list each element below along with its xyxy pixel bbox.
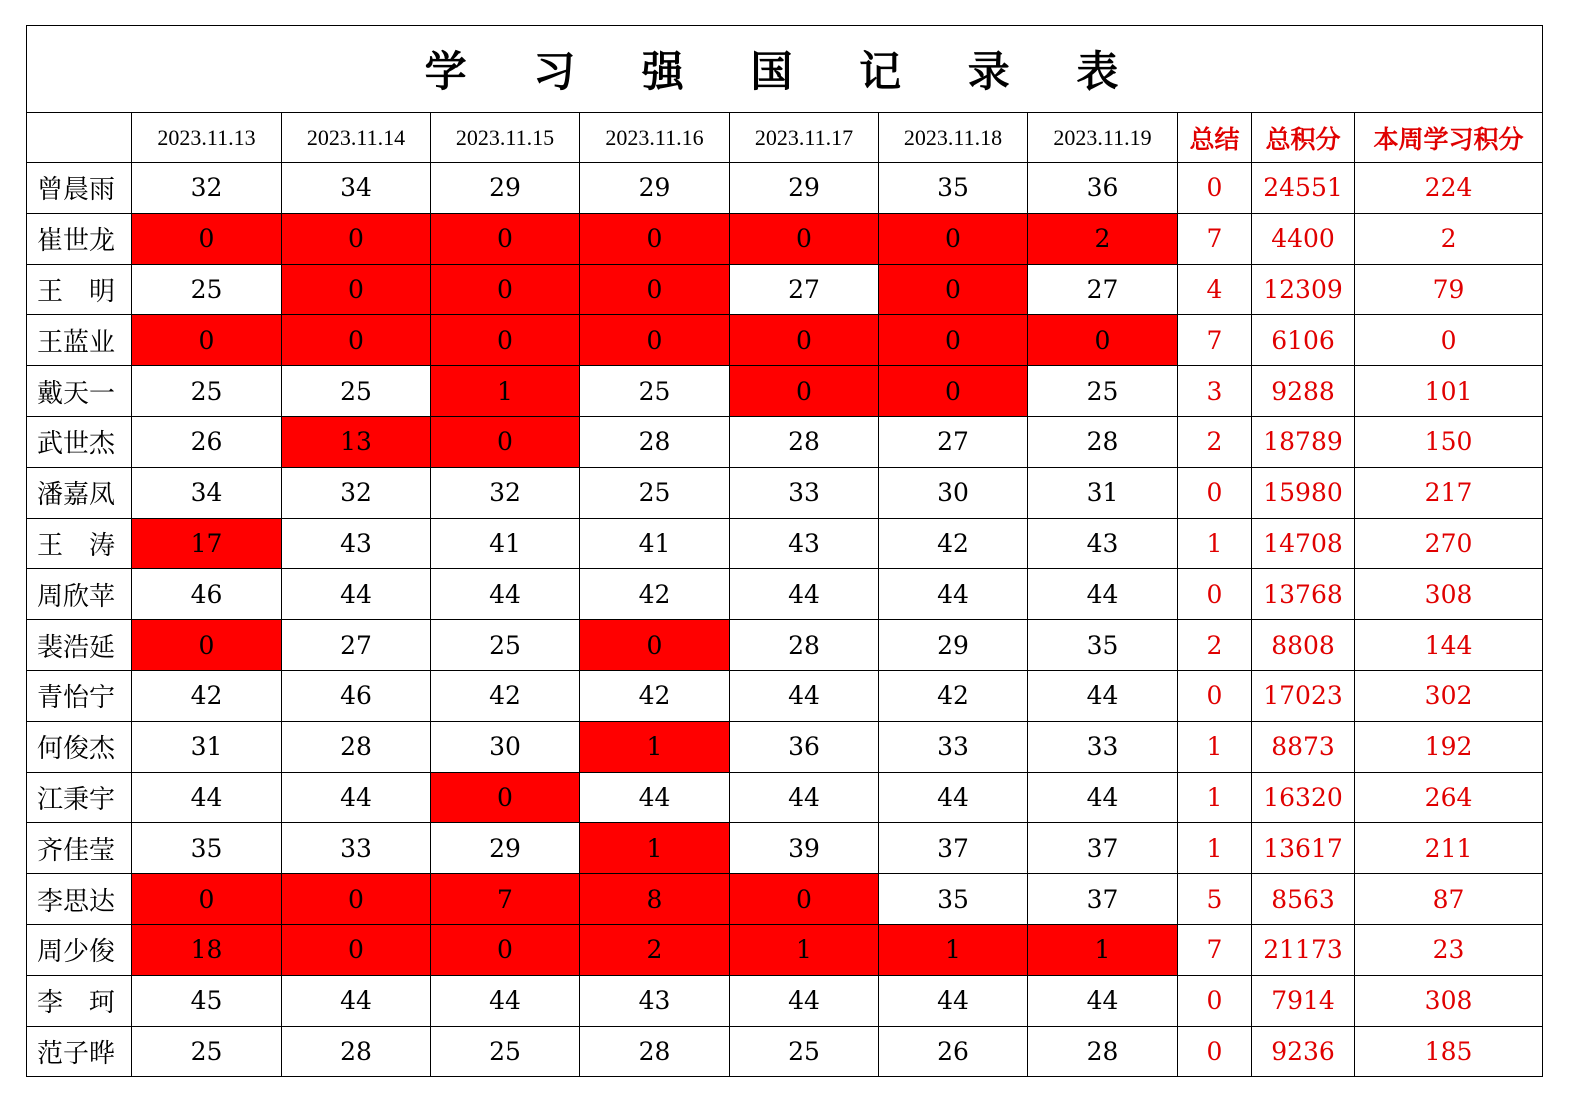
member-name: 武世杰 <box>27 416 132 467</box>
daily-score-cell: 29 <box>730 163 879 214</box>
daily-score-cell: 46 <box>282 670 431 721</box>
total-points-cell: 12309 <box>1252 264 1355 315</box>
member-name: 裴浩延 <box>27 620 132 671</box>
daily-score-cell: 36 <box>1028 163 1178 214</box>
daily-score-cell: 0 <box>282 315 431 366</box>
summary-cell: 0 <box>1178 163 1252 214</box>
daily-score-cell: 37 <box>1028 823 1178 874</box>
week-points-cell: 217 <box>1355 467 1543 518</box>
daily-score-cell: 26 <box>132 416 282 467</box>
week-points-cell: 144 <box>1355 620 1543 671</box>
total-points-cell: 16320 <box>1252 772 1355 823</box>
daily-score-cell: 25 <box>132 264 282 315</box>
week-points-header: 本周学习积分 <box>1355 113 1543 163</box>
daily-score-cell: 0 <box>132 213 282 264</box>
daily-score-cell: 31 <box>1028 467 1178 518</box>
summary-cell: 2 <box>1178 620 1252 671</box>
daily-score-cell: 25 <box>282 366 431 417</box>
daily-score-cell: 0 <box>580 264 730 315</box>
week-points-cell: 2 <box>1355 213 1543 264</box>
daily-score-cell: 45 <box>132 975 282 1026</box>
total-points-cell: 8808 <box>1252 620 1355 671</box>
date-header: 2023.11.13 <box>132 113 282 163</box>
total-points-cell: 4400 <box>1252 213 1355 264</box>
daily-score-cell: 42 <box>580 569 730 620</box>
daily-score-cell: 0 <box>431 315 580 366</box>
summary-header: 总结 <box>1178 113 1252 163</box>
summary-cell: 1 <box>1178 823 1252 874</box>
total-points-cell: 7914 <box>1252 975 1355 1026</box>
table-row <box>27 721 1543 772</box>
daily-score-cell: 35 <box>879 874 1028 925</box>
daily-score-cell: 28 <box>730 416 879 467</box>
summary-cell: 7 <box>1178 213 1252 264</box>
daily-score-cell: 17 <box>132 518 282 569</box>
daily-score-cell: 13 <box>282 416 431 467</box>
daily-score-cell: 43 <box>282 518 431 569</box>
daily-score-cell: 44 <box>431 975 580 1026</box>
week-points-cell: 150 <box>1355 416 1543 467</box>
total-points-cell: 21173 <box>1252 924 1355 975</box>
daily-score-cell: 2 <box>1028 213 1178 264</box>
daily-score-cell: 33 <box>730 467 879 518</box>
daily-score-cell: 44 <box>1028 670 1178 721</box>
daily-score-cell: 25 <box>431 620 580 671</box>
week-points-cell: 270 <box>1355 518 1543 569</box>
daily-score-cell: 1 <box>879 924 1028 975</box>
daily-score-cell: 0 <box>431 772 580 823</box>
daily-score-cell: 33 <box>879 721 1028 772</box>
total-points-cell: 6106 <box>1252 315 1355 366</box>
daily-score-cell: 25 <box>132 366 282 417</box>
total-points-cell: 17023 <box>1252 670 1355 721</box>
daily-score-cell: 0 <box>879 366 1028 417</box>
daily-score-cell: 28 <box>730 620 879 671</box>
daily-score-cell: 25 <box>730 1026 879 1077</box>
daily-score-cell: 41 <box>431 518 580 569</box>
daily-score-cell: 2 <box>580 924 730 975</box>
table-row <box>27 518 1543 569</box>
summary-cell: 0 <box>1178 569 1252 620</box>
member-name: 齐佳莹 <box>27 823 132 874</box>
total-points-cell: 8873 <box>1252 721 1355 772</box>
member-name: 王 明 <box>27 264 132 315</box>
week-points-cell: 0 <box>1355 315 1543 366</box>
total-points-cell: 9288 <box>1252 366 1355 417</box>
week-points-cell: 192 <box>1355 721 1543 772</box>
member-name: 李思达 <box>27 874 132 925</box>
daily-score-cell: 44 <box>1028 569 1178 620</box>
daily-score-cell: 29 <box>431 823 580 874</box>
member-name: 李 珂 <box>27 975 132 1026</box>
daily-score-cell: 25 <box>431 1026 580 1077</box>
table-row <box>27 467 1543 518</box>
member-name: 周欣苹 <box>27 569 132 620</box>
summary-cell: 0 <box>1178 467 1252 518</box>
daily-score-cell: 44 <box>879 569 1028 620</box>
daily-score-cell: 44 <box>879 975 1028 1026</box>
daily-score-cell: 0 <box>580 620 730 671</box>
member-name: 王蓝业 <box>27 315 132 366</box>
table-title: 学 习 强 国 记 录 表 <box>27 26 1543 113</box>
member-name: 江秉宇 <box>27 772 132 823</box>
header-row <box>27 113 1543 163</box>
daily-score-cell: 28 <box>1028 416 1178 467</box>
daily-score-cell: 36 <box>730 721 879 772</box>
daily-score-cell: 32 <box>431 467 580 518</box>
table-row <box>27 163 1543 214</box>
daily-score-cell: 42 <box>580 670 730 721</box>
daily-score-cell: 1 <box>580 823 730 874</box>
summary-cell: 3 <box>1178 366 1252 417</box>
daily-score-cell: 42 <box>431 670 580 721</box>
total-points-cell: 13768 <box>1252 569 1355 620</box>
week-points-cell: 308 <box>1355 975 1543 1026</box>
date-header: 2023.11.17 <box>730 113 879 163</box>
daily-score-cell: 44 <box>730 772 879 823</box>
date-header: 2023.11.14 <box>282 113 431 163</box>
week-points-cell: 23 <box>1355 924 1543 975</box>
daily-score-cell: 37 <box>879 823 1028 874</box>
daily-score-cell: 27 <box>1028 264 1178 315</box>
summary-cell: 4 <box>1178 264 1252 315</box>
daily-score-cell: 0 <box>730 315 879 366</box>
daily-score-cell: 44 <box>1028 975 1178 1026</box>
table-row <box>27 264 1543 315</box>
daily-score-cell: 1 <box>730 924 879 975</box>
summary-cell: 2 <box>1178 416 1252 467</box>
member-name: 曾晨雨 <box>27 163 132 214</box>
daily-score-cell: 29 <box>879 620 1028 671</box>
table-row <box>27 569 1543 620</box>
daily-score-cell: 28 <box>1028 1026 1178 1077</box>
date-header: 2023.11.18 <box>879 113 1028 163</box>
daily-score-cell: 25 <box>580 366 730 417</box>
week-points-cell: 79 <box>1355 264 1543 315</box>
daily-score-cell: 27 <box>282 620 431 671</box>
table-row <box>27 772 1543 823</box>
daily-score-cell: 0 <box>282 213 431 264</box>
daily-score-cell: 33 <box>282 823 431 874</box>
member-name: 潘嘉凤 <box>27 467 132 518</box>
summary-cell: 7 <box>1178 315 1252 366</box>
daily-score-cell: 0 <box>730 366 879 417</box>
daily-score-cell: 46 <box>132 569 282 620</box>
daily-score-cell: 35 <box>1028 620 1178 671</box>
daily-score-cell: 32 <box>282 467 431 518</box>
daily-score-cell: 43 <box>1028 518 1178 569</box>
table-row <box>27 1026 1543 1077</box>
daily-score-cell: 0 <box>282 874 431 925</box>
daily-score-cell: 44 <box>1028 772 1178 823</box>
daily-score-cell: 29 <box>580 163 730 214</box>
daily-score-cell: 26 <box>879 1026 1028 1077</box>
daily-score-cell: 44 <box>730 975 879 1026</box>
daily-score-cell: 0 <box>431 924 580 975</box>
daily-score-cell: 0 <box>132 874 282 925</box>
date-header: 2023.11.15 <box>431 113 580 163</box>
daily-score-cell: 0 <box>132 620 282 671</box>
daily-score-cell: 0 <box>580 213 730 264</box>
week-points-cell: 264 <box>1355 772 1543 823</box>
daily-score-cell: 7 <box>431 874 580 925</box>
total-points-cell: 8563 <box>1252 874 1355 925</box>
total-points-cell: 14708 <box>1252 518 1355 569</box>
table-row <box>27 874 1543 925</box>
daily-score-cell: 44 <box>282 975 431 1026</box>
date-header: 2023.11.16 <box>580 113 730 163</box>
total-points-cell: 13617 <box>1252 823 1355 874</box>
daily-score-cell: 28 <box>580 416 730 467</box>
member-name: 戴天一 <box>27 366 132 417</box>
daily-score-cell: 0 <box>580 315 730 366</box>
daily-score-cell: 0 <box>730 874 879 925</box>
daily-score-cell: 43 <box>580 975 730 1026</box>
summary-cell: 5 <box>1178 874 1252 925</box>
daily-score-cell: 31 <box>132 721 282 772</box>
date-header: 2023.11.19 <box>1028 113 1178 163</box>
total-points-cell: 24551 <box>1252 163 1355 214</box>
daily-score-cell: 18 <box>132 924 282 975</box>
daily-score-cell: 1 <box>431 366 580 417</box>
table-row <box>27 975 1543 1026</box>
table-row <box>27 670 1543 721</box>
summary-cell: 0 <box>1178 975 1252 1026</box>
week-points-cell: 185 <box>1355 1026 1543 1077</box>
table-row <box>27 924 1543 975</box>
table-row <box>27 416 1543 467</box>
daily-score-cell: 28 <box>580 1026 730 1077</box>
daily-score-cell: 30 <box>879 467 1028 518</box>
daily-score-cell: 30 <box>431 721 580 772</box>
daily-score-cell: 1 <box>580 721 730 772</box>
week-points-cell: 101 <box>1355 366 1543 417</box>
daily-score-cell: 44 <box>282 569 431 620</box>
daily-score-cell: 42 <box>132 670 282 721</box>
total-points-cell: 9236 <box>1252 1026 1355 1077</box>
daily-score-cell: 44 <box>730 670 879 721</box>
daily-score-cell: 1 <box>1028 924 1178 975</box>
daily-score-cell: 0 <box>879 315 1028 366</box>
daily-score-cell: 0 <box>879 213 1028 264</box>
daily-score-cell: 25 <box>580 467 730 518</box>
study-record-sheet <box>26 25 1542 1077</box>
daily-score-cell: 34 <box>282 163 431 214</box>
daily-score-cell: 34 <box>132 467 282 518</box>
member-name: 何俊杰 <box>27 721 132 772</box>
record-table <box>26 25 1543 1077</box>
daily-score-cell: 44 <box>580 772 730 823</box>
total-points-cell: 15980 <box>1252 467 1355 518</box>
summary-cell: 0 <box>1178 670 1252 721</box>
daily-score-cell: 0 <box>431 213 580 264</box>
daily-score-cell: 37 <box>1028 874 1178 925</box>
daily-score-cell: 0 <box>132 315 282 366</box>
summary-cell: 1 <box>1178 518 1252 569</box>
daily-score-cell: 28 <box>282 1026 431 1077</box>
table-row <box>27 213 1543 264</box>
member-name: 王 涛 <box>27 518 132 569</box>
summary-cell: 1 <box>1178 721 1252 772</box>
daily-score-cell: 0 <box>730 213 879 264</box>
week-points-cell: 87 <box>1355 874 1543 925</box>
daily-score-cell: 0 <box>282 264 431 315</box>
daily-score-cell: 39 <box>730 823 879 874</box>
daily-score-cell: 25 <box>132 1026 282 1077</box>
member-name: 崔世龙 <box>27 213 132 264</box>
daily-score-cell: 33 <box>1028 721 1178 772</box>
daily-score-cell: 0 <box>879 264 1028 315</box>
daily-score-cell: 44 <box>132 772 282 823</box>
daily-score-cell: 25 <box>1028 366 1178 417</box>
daily-score-cell: 0 <box>282 924 431 975</box>
summary-cell: 1 <box>1178 772 1252 823</box>
table-row <box>27 823 1543 874</box>
daily-score-cell: 41 <box>580 518 730 569</box>
week-points-cell: 224 <box>1355 163 1543 214</box>
daily-score-cell: 27 <box>879 416 1028 467</box>
member-name: 范子晔 <box>27 1026 132 1077</box>
member-name: 周少俊 <box>27 924 132 975</box>
daily-score-cell: 0 <box>431 264 580 315</box>
daily-score-cell: 29 <box>431 163 580 214</box>
table-row <box>27 620 1543 671</box>
daily-score-cell: 0 <box>431 416 580 467</box>
daily-score-cell: 44 <box>282 772 431 823</box>
summary-cell: 7 <box>1178 924 1252 975</box>
week-points-cell: 302 <box>1355 670 1543 721</box>
daily-score-cell: 42 <box>879 670 1028 721</box>
daily-score-cell: 35 <box>879 163 1028 214</box>
member-name: 青怡宁 <box>27 670 132 721</box>
header-blank <box>27 113 132 163</box>
daily-score-cell: 0 <box>1028 315 1178 366</box>
total-points-header: 总积分 <box>1252 113 1355 163</box>
week-points-cell: 308 <box>1355 569 1543 620</box>
table-row <box>27 366 1543 417</box>
week-points-cell: 211 <box>1355 823 1543 874</box>
daily-score-cell: 27 <box>730 264 879 315</box>
summary-cell: 0 <box>1178 1026 1252 1077</box>
daily-score-cell: 28 <box>282 721 431 772</box>
daily-score-cell: 42 <box>879 518 1028 569</box>
daily-score-cell: 32 <box>132 163 282 214</box>
daily-score-cell: 44 <box>879 772 1028 823</box>
total-points-cell: 18789 <box>1252 416 1355 467</box>
daily-score-cell: 44 <box>730 569 879 620</box>
table-row <box>27 315 1543 366</box>
daily-score-cell: 35 <box>132 823 282 874</box>
daily-score-cell: 44 <box>431 569 580 620</box>
daily-score-cell: 43 <box>730 518 879 569</box>
daily-score-cell: 8 <box>580 874 730 925</box>
